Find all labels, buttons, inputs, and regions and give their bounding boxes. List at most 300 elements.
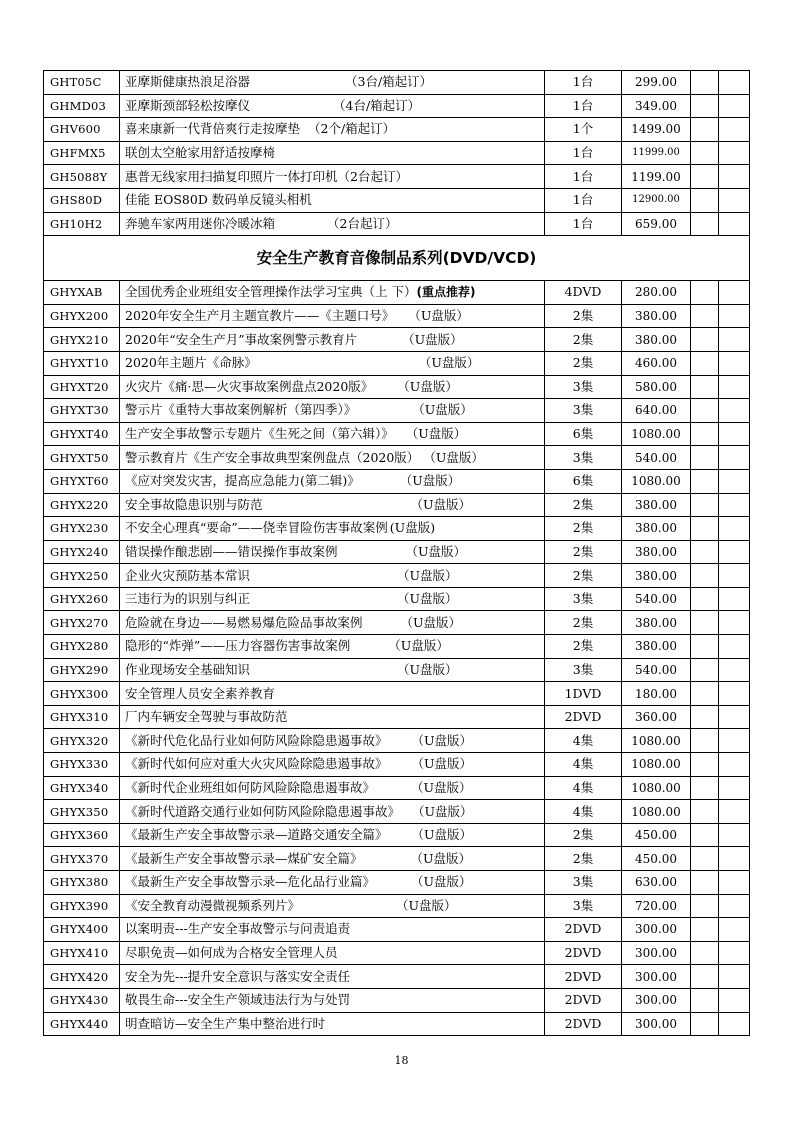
product-name-cell [120,988,545,1012]
order-amount-cell [719,188,750,212]
product-price: 640.00 [622,399,691,423]
product-name: 厂内车辆安全驾驶与事故防范 [125,709,288,725]
product-code: GHYXT50 [44,446,120,470]
product-package-note: （U盘版） [405,543,467,559]
product-name: 《最新生产安全事故警示录—煤矿安全篇》 [125,850,363,866]
product-name-cell [120,823,545,847]
order-amount-cell [719,1012,750,1036]
product-price: 659.00 [622,212,691,236]
product-code: GHYX370 [44,847,120,871]
table-row [44,587,750,611]
product-name: 《最新生产安全事故警示录—危化品行业篇》 [125,874,376,890]
product-code: GHYXT30 [44,399,120,423]
product-unit: 2集 [545,304,622,328]
product-package-note: （U盘版） [411,827,473,843]
product-unit: 2集 [545,517,622,541]
product-package-note: （U盘版） [411,779,472,795]
recommend-tag: (重点推荐) [416,285,476,300]
product-price: 450.00 [622,823,691,847]
product-name-cell [120,165,545,189]
product-unit: 4DVD [545,281,622,305]
product-unit: 3集 [545,399,622,423]
order-amount-cell [719,493,750,517]
order-qty-cell [691,564,719,588]
product-name: 全国优秀企业班组安全管理操作法学习宝典（上 下） [125,284,417,300]
product-name: 佳能 EOS80D 数码单反镜头相机 [125,192,312,208]
order-qty-cell [691,847,719,871]
order-amount-cell [719,682,750,706]
product-price: 1080.00 [622,753,691,777]
product-code: GHYX420 [44,965,120,989]
product-name-cell [120,682,545,706]
order-qty-cell [691,941,719,965]
product-unit: 3集 [545,587,622,611]
order-qty-cell [691,658,719,682]
order-qty-cell [691,351,719,375]
order-qty-cell [691,1012,719,1036]
product-code: GHYX270 [44,611,120,635]
product-price: 11999.00 [622,141,691,165]
product-package-note: （4台/箱起订） [333,97,421,113]
product-package-note: （U盘版） [412,803,473,819]
product-name-cell [120,965,545,989]
order-qty-cell [691,469,719,493]
order-qty-cell [691,165,719,189]
product-unit: 4集 [545,800,622,824]
product-name: 生产安全事故警示专题片《生死之间（第六辑）》 [125,426,394,442]
table-row [44,800,750,824]
order-amount-cell [719,422,750,446]
order-qty-cell [691,800,719,824]
product-name: 错误操作酿悲剧——错误操作事故案例 [125,543,338,559]
product-name-cell [120,446,545,470]
product-name: 《应对突发灾害，提高应急能力(第二辑)》 [125,473,360,489]
order-amount-cell [719,446,750,470]
product-package-note: （U盘版） [402,331,463,347]
product-name: 《新时代如何应对重大火灾风险除隐患遏事故》 [125,756,388,772]
order-qty-cell [691,446,719,470]
order-qty-cell [691,540,719,564]
order-amount-cell [719,587,750,611]
table-row [44,635,750,659]
product-name-cell [120,776,545,800]
product-unit: 2集 [545,564,622,588]
product-price: 380.00 [622,517,691,541]
product-price: 380.00 [622,328,691,352]
product-unit: 2集 [545,847,622,871]
product-name-cell [120,351,545,375]
product-package-note: （U盘版） [411,732,473,748]
product-package-note: （U盘版） [410,850,472,866]
product-name: 喜来康新一代背倍爽行走按摩垫 [125,121,301,137]
product-unit: 2DVD [545,941,622,965]
order-qty-cell [691,71,719,95]
product-name: 2020年安全生产月主题宣教片——《主题口号》 [125,308,395,324]
product-code: GHYX320 [44,729,120,753]
product-price: 380.00 [622,635,691,659]
product-name: 《新时代企业班组如何防风险除隐患遏事故》 [125,779,376,795]
order-qty-cell [691,729,719,753]
product-code: GHYX410 [44,941,120,965]
product-name: 以案明责---生产安全事故警示与问责追责 [125,921,351,937]
order-qty-cell [691,918,719,942]
product-package-note: （U盘版） [400,614,462,630]
order-amount-cell [719,399,750,423]
product-unit: 3集 [545,871,622,895]
product-code: GHYX360 [44,823,120,847]
table-row [44,847,750,871]
product-price: 450.00 [622,847,691,871]
product-price: 1080.00 [622,422,691,446]
product-name: 奔驰车家两用迷你冷暖冰箱 [125,215,276,231]
order-qty-cell [691,188,719,212]
product-price: 12900.00 [622,188,691,212]
product-name-cell [120,705,545,729]
product-unit: 4集 [545,729,622,753]
order-amount-cell [719,564,750,588]
product-price: 380.00 [622,304,691,328]
order-qty-cell [691,682,719,706]
product-price: 380.00 [622,540,691,564]
product-code: GHYX200 [44,304,120,328]
table-row [44,469,750,493]
product-name: 警示教育片《生产安全事故典型案例盘点（2020版） [125,449,420,465]
table-row [44,1012,750,1036]
product-price: 1080.00 [622,776,691,800]
product-price: 540.00 [622,658,691,682]
order-qty-cell [691,281,719,305]
product-code: GH5088Y [44,165,120,189]
product-code: GHYX280 [44,635,120,659]
order-qty-cell [691,988,719,1012]
product-name: 《安全教育动漫微视频系列片》 [125,897,301,913]
order-amount-cell [719,823,750,847]
order-amount-cell [719,658,750,682]
product-code: GHYX230 [44,517,120,541]
table-row [44,304,750,328]
product-unit: 2DVD [545,705,622,729]
product-name: 企业火灾预防基本常识 [125,567,251,583]
product-package-note: （U盘版） [397,378,458,394]
product-price: 300.00 [622,988,691,1012]
order-amount-cell [719,635,750,659]
order-qty-cell [691,871,719,895]
product-unit: 3集 [545,894,622,918]
order-qty-cell [691,965,719,989]
table-row [44,351,750,375]
product-package-note: （U盘版） [397,591,458,607]
order-qty-cell [691,587,719,611]
product-name: 明查暗访—安全生产集中整治进行时 [125,1015,326,1031]
product-package-note: （U盘版） [410,496,472,512]
product-price: 1199.00 [622,165,691,189]
order-amount-cell [719,894,750,918]
order-qty-cell [691,212,719,236]
product-package-note: （3台/箱起订） [345,74,433,90]
product-name: 火灾片《痛·思—火灾事故案例盘点2020版》 [125,378,374,394]
table-row [44,188,750,212]
page-number: 18 [394,1054,409,1067]
product-code: GHYX390 [44,894,120,918]
product-unit: 2DVD [545,918,622,942]
product-price: 299.00 [622,71,691,95]
product-name-cell [120,422,545,446]
table-row [44,446,750,470]
product-unit: 1台 [545,71,622,95]
catalog-rows-appliances [44,71,750,236]
table-row [44,705,750,729]
product-unit: 2集 [545,635,622,659]
order-amount-cell [719,469,750,493]
product-name: 隐形的“炸弹”——压力容器伤害事故案例 [125,638,351,654]
table-row [44,941,750,965]
product-name: 亚摩斯颈部轻松按摩仪 [125,97,251,113]
table-row [44,894,750,918]
product-package-note: （U盘版） [397,661,458,677]
product-code: GHYX350 [44,800,120,824]
table-row [44,988,750,1012]
product-unit: 1台 [545,212,622,236]
order-amount-cell [719,517,750,541]
product-unit: 2集 [545,493,622,517]
product-code: GHYX250 [44,564,120,588]
product-unit: 1台 [545,188,622,212]
product-name-cell [120,540,545,564]
product-package-note: （U盘版） [388,638,449,654]
product-price: 180.00 [622,682,691,706]
table-row [44,118,750,142]
product-code: GHYX290 [44,658,120,682]
product-name-cell [120,141,545,165]
product-name: 《新时代危化品行业如何防风险除隐患遏事故》 [125,732,388,748]
product-price: 380.00 [622,493,691,517]
product-price: 300.00 [622,941,691,965]
order-qty-cell [691,493,719,517]
order-qty-cell [691,753,719,777]
table-row [44,564,750,588]
order-amount-cell [719,328,750,352]
table-row [44,399,750,423]
product-code: GHYX430 [44,988,120,1012]
table-row [44,281,750,305]
product-price: 460.00 [622,351,691,375]
order-amount-cell [719,165,750,189]
order-amount-cell [719,729,750,753]
product-name: 2020年主题片《命脉》 [125,355,257,371]
table-row [44,517,750,541]
product-unit: 2DVD [545,988,622,1012]
product-code: GHYXAB [44,281,120,305]
product-unit: 2DVD [545,965,622,989]
product-package-note: （U盘版） [423,449,484,465]
product-unit: 2DVD [545,1012,622,1036]
table-row [44,658,750,682]
product-name-cell [120,71,545,95]
product-code: GHYXT20 [44,375,120,399]
product-name: 危险就在身边——易燃易爆危险品事故案例 [125,614,363,630]
catalog-rows-safety-media [44,281,750,1036]
order-qty-cell [691,94,719,118]
product-name-cell [120,399,545,423]
order-amount-cell [719,941,750,965]
product-name: 三违行为的识别与纠正 [125,591,251,607]
product-package-note: （2个/箱起订） [308,121,396,137]
order-amount-cell [719,94,750,118]
product-unit: 1台 [545,141,622,165]
order-amount-cell [719,988,750,1012]
product-price: 300.00 [622,918,691,942]
order-amount-cell [719,965,750,989]
table-row [44,328,750,352]
product-code: GHYX300 [44,682,120,706]
product-price: 1080.00 [622,469,691,493]
product-unit: 4集 [545,776,622,800]
product-package-note: （U盘版） [412,402,473,418]
product-price: 349.00 [622,94,691,118]
product-code: GHV600 [44,118,120,142]
order-amount-cell [719,776,750,800]
order-qty-cell [691,304,719,328]
product-package-note: (U盘版) [389,520,436,536]
product-unit: 2集 [545,823,622,847]
product-name-cell [120,375,545,399]
product-code: GHYX340 [44,776,120,800]
product-package-note: （U盘版） [399,473,461,489]
order-qty-cell [691,611,719,635]
product-name-cell [120,871,545,895]
order-qty-cell [691,422,719,446]
product-name-cell [120,729,545,753]
table-row [44,493,750,517]
order-qty-cell [691,118,719,142]
order-amount-cell [719,800,750,824]
product-name: 2020年“安全生产月”事故案例警示教育片 [125,331,358,347]
product-name-cell [120,118,545,142]
product-package-note: （U盘版） [411,874,472,890]
product-package-note: （U盘版） [405,426,467,442]
table-row [44,94,750,118]
product-name-cell [120,1012,545,1036]
product-name: 警示片《重特大事故案例解析（第四季）》 [125,402,357,418]
product-code: GHS80D [44,188,120,212]
product-price: 540.00 [622,446,691,470]
product-name-cell [120,800,545,824]
table-row [44,965,750,989]
product-name-cell [120,918,545,942]
order-amount-cell [719,918,750,942]
product-price: 630.00 [622,871,691,895]
product-code: GHFMX5 [44,141,120,165]
table-row [44,918,750,942]
product-name-cell [120,469,545,493]
table-row [44,165,750,189]
product-price: 360.00 [622,705,691,729]
product-name: 不安全心理真“要命”——侥幸冒险伤害事故案例 [125,520,388,536]
order-amount-cell [719,71,750,95]
product-code: GHYX260 [44,587,120,611]
table-row [44,540,750,564]
product-code: GHYXT60 [44,469,120,493]
product-name-cell [120,847,545,871]
product-price: 280.00 [622,281,691,305]
product-name-cell [120,188,545,212]
order-qty-cell [691,375,719,399]
product-price: 540.00 [622,587,691,611]
product-name: 作业现场安全基础知识 [125,661,251,677]
product-name-cell [120,658,545,682]
product-code: GHYX220 [44,493,120,517]
product-unit: 3集 [545,446,622,470]
product-code: GHMD03 [44,94,120,118]
product-unit: 3集 [545,375,622,399]
order-amount-cell [719,281,750,305]
product-unit: 1个 [545,118,622,142]
product-name-cell [120,941,545,965]
product-name: 联创太空舱家用舒适按摩椅 [125,145,276,161]
product-code: GHT05C [44,71,120,95]
order-amount-cell [719,611,750,635]
order-amount-cell [719,304,750,328]
product-unit: 2集 [545,611,622,635]
product-package-note: （U盘版） [397,567,458,583]
product-name-cell [120,94,545,118]
product-code: GHYXT40 [44,422,120,446]
order-amount-cell [719,212,750,236]
order-amount-cell [719,351,750,375]
product-unit: 2集 [545,540,622,564]
product-price: 1499.00 [622,118,691,142]
product-name: 《新时代道路交通行业如何防风险除隐患遏事故》 [125,803,401,819]
section-header-row [44,236,750,281]
product-unit: 6集 [545,422,622,446]
order-qty-cell [691,705,719,729]
product-name-cell [120,328,545,352]
order-amount-cell [719,847,750,871]
product-code: GHYXT10 [44,351,120,375]
product-price: 380.00 [622,611,691,635]
product-price: 380.00 [622,564,691,588]
product-name: 安全为先---提升安全意识与落实安全责任 [125,968,351,984]
product-code: GHYX400 [44,918,120,942]
product-unit: 3集 [545,658,622,682]
product-name-cell [120,587,545,611]
product-unit: 1DVD [545,682,622,706]
order-qty-cell [691,894,719,918]
product-unit: 2集 [545,351,622,375]
product-name: 亚摩斯健康热浪足浴器 [125,74,251,90]
product-unit: 6集 [545,469,622,493]
product-price: 1080.00 [622,729,691,753]
table-row [44,871,750,895]
product-name-cell [120,212,545,236]
table-row [44,141,750,165]
product-price: 720.00 [622,894,691,918]
product-name: 安全事故隐患识别与防范 [125,496,263,512]
order-amount-cell [719,705,750,729]
order-qty-cell [691,399,719,423]
product-name-cell [120,894,545,918]
product-unit: 1台 [545,165,622,189]
product-price: 580.00 [622,375,691,399]
product-code: GHYX310 [44,705,120,729]
product-unit: 4集 [545,753,622,777]
product-unit: 1台 [545,94,622,118]
product-package-note: （2台起订） [327,215,398,231]
section-title: 安全生产教育音像制品系列(DVD/VCD) [44,236,750,281]
product-code: GHYX210 [44,328,120,352]
table-row [44,823,750,847]
order-qty-cell [691,635,719,659]
